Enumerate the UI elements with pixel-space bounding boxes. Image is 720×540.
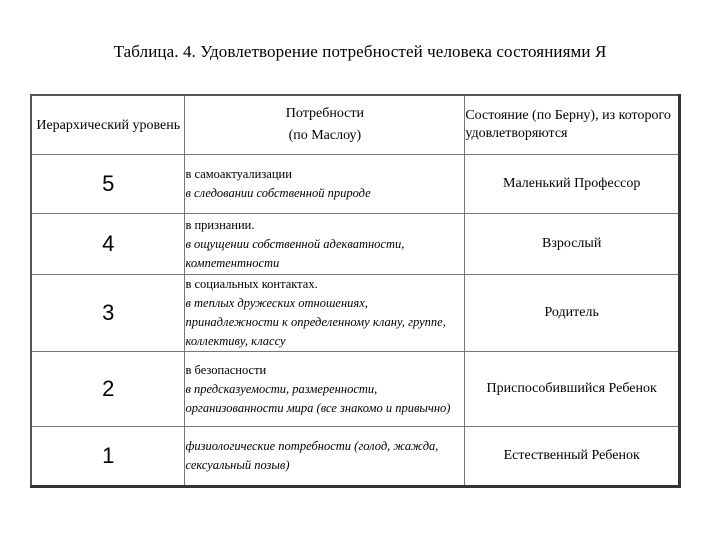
need-detail: в следовании собственной природе <box>185 186 371 200</box>
table-row <box>31 214 680 275</box>
need-head: в признании. <box>185 217 255 232</box>
need-cell <box>185 352 465 427</box>
need-head: в безопасности <box>185 362 267 377</box>
header-need-line1: Потребности <box>285 106 364 121</box>
needs-table <box>30 94 681 488</box>
need-cell <box>185 155 465 214</box>
level-cell: 1 <box>31 427 185 487</box>
need-cell <box>185 214 465 275</box>
need-head: в социальных контактах. <box>185 277 318 291</box>
need-detail: в теплых дружеских отношениях, принадлежности к определенному клану, группе, коллективу, классу <box>185 296 446 348</box>
header-state: Состояние (по Берну), из которого удовлетворяются <box>465 95 680 155</box>
need-cell <box>185 427 465 487</box>
need-detail: в предсказуемости, размеренности, организованности мира (все знакомо и привычно) <box>185 381 451 415</box>
level-cell: 2 <box>31 352 185 427</box>
state-cell: Естественный Ребенок <box>465 427 680 487</box>
header-need <box>185 95 465 155</box>
need-cell <box>185 275 465 352</box>
state-cell: Взрослый <box>465 214 680 275</box>
level-cell: 4 <box>31 214 185 275</box>
need-head: в самоактуализации <box>185 167 292 181</box>
table-row <box>31 427 680 487</box>
level-cell: 3 <box>31 275 185 352</box>
table-row <box>31 352 680 427</box>
state-cell: Маленький Профессор <box>465 155 680 214</box>
need-detail: в ощущении собственной адекватности, компетентности <box>185 236 405 270</box>
state-cell: Приспособившийся Ребенок <box>465 352 680 427</box>
header-level: Иерархический уровень <box>31 95 185 155</box>
table-row <box>31 155 680 214</box>
table-header-row <box>31 95 680 155</box>
need-detail: физиологические потребности (голод, жажда, сексуальный позыв) <box>185 439 439 472</box>
state-cell: Родитель <box>465 275 680 352</box>
header-need-line2: (по Маслоу) <box>288 128 362 143</box>
table-title: Таблица. 4. Удовлетворение потребностей человека состояниями Я <box>113 42 607 61</box>
level-cell: 5 <box>31 155 185 214</box>
table-row <box>31 275 680 352</box>
